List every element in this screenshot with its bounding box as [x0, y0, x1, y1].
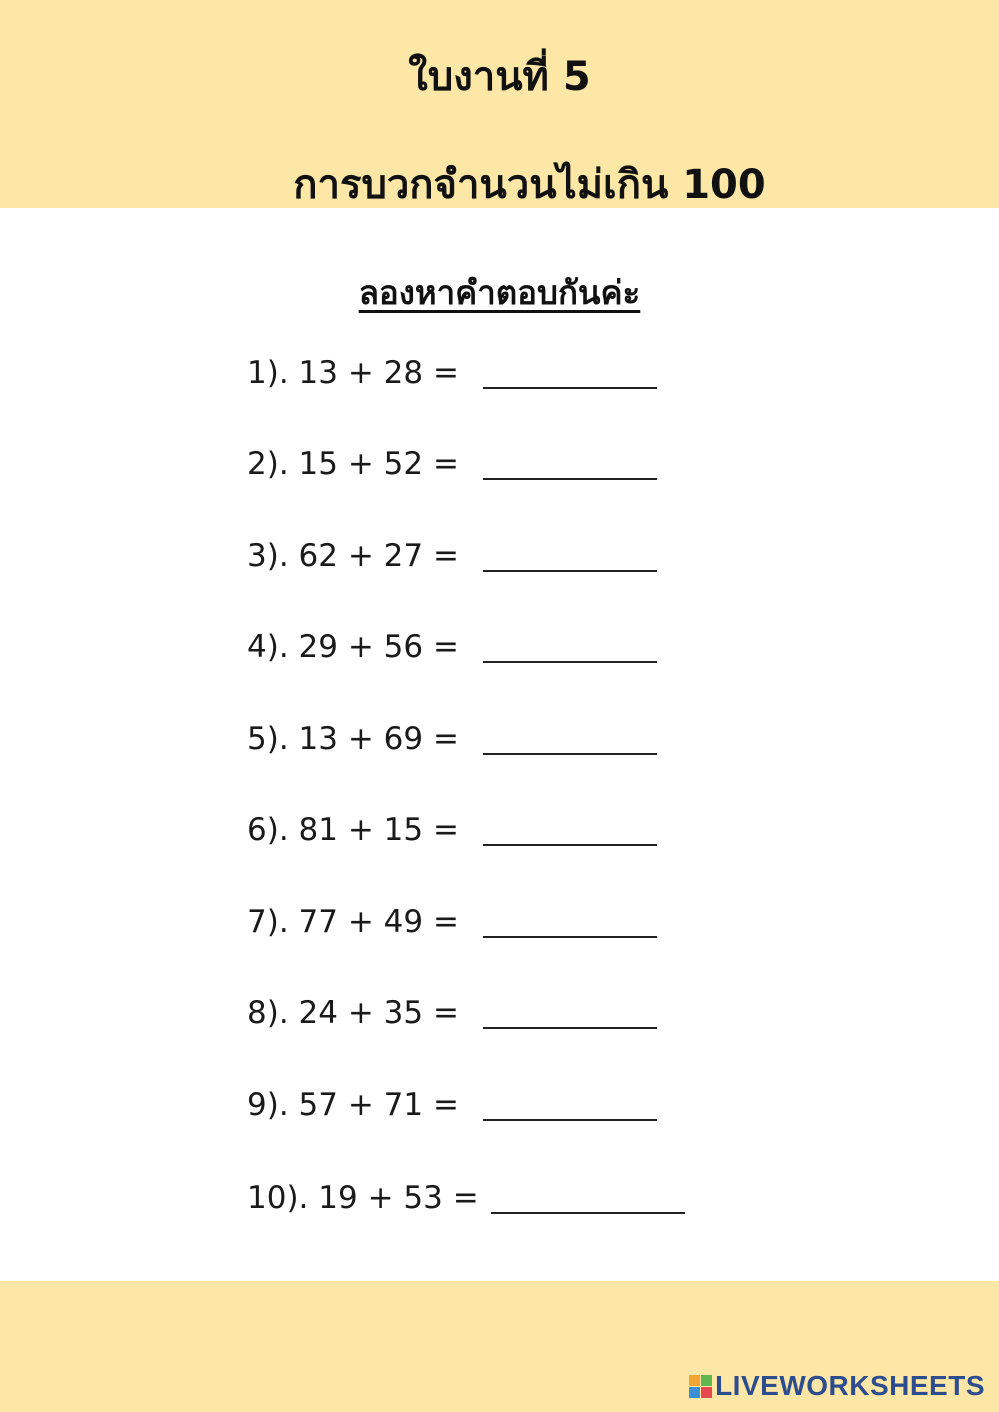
liveworksheets-logo: [689, 1371, 985, 1401]
problem-item: [247, 1175, 685, 1221]
problem-expression: 81 + 15 =: [298, 812, 459, 848]
answer-blank[interactable]: [483, 448, 657, 480]
problem-item: [247, 990, 657, 1036]
problem-number: 1).: [247, 355, 289, 391]
problem-number: 2).: [247, 446, 289, 482]
worksheet-title: ใบงานที่ 5: [408, 54, 591, 100]
problem-number: 3).: [247, 538, 289, 574]
problem-expression: 29 + 56 =: [298, 629, 459, 665]
problem-expression: 13 + 28 =: [298, 355, 459, 391]
answer-blank[interactable]: [483, 357, 657, 389]
problem-number: 7).: [247, 904, 289, 940]
problem-item: [247, 624, 657, 670]
problem-number: 4).: [247, 629, 289, 665]
answer-blank[interactable]: [483, 723, 657, 755]
problem-item: [247, 350, 657, 396]
problem-expression: 19 + 53 =: [318, 1180, 479, 1216]
answer-blank[interactable]: [483, 997, 657, 1029]
answer-blank[interactable]: [491, 1182, 685, 1214]
problem-number: 6).: [247, 812, 289, 848]
problem-item: [247, 899, 657, 945]
problem-item: [247, 533, 657, 579]
problem-expression: 15 + 52 =: [298, 446, 459, 482]
instruction-heading: ลองหาคำตอบกันค่ะ: [358, 273, 641, 312]
answer-blank[interactable]: [483, 906, 657, 938]
answer-blank[interactable]: [483, 1089, 657, 1121]
logo-text: LIVEWORKSHEETS: [715, 1370, 985, 1401]
answer-blank[interactable]: [483, 631, 657, 663]
problem-number: 8).: [247, 995, 289, 1031]
problem-expression: 24 + 35 =: [298, 995, 459, 1031]
logo-mark-icon: [689, 1375, 712, 1398]
problem-expression: 57 + 71 =: [298, 1087, 459, 1123]
problem-number: 5).: [247, 721, 289, 757]
problem-expression: 77 + 49 =: [298, 904, 459, 940]
problem-item: [247, 716, 657, 762]
problem-item: [247, 441, 657, 487]
problem-number: 10).: [247, 1180, 309, 1216]
problem-number: 9).: [247, 1087, 289, 1123]
answer-blank[interactable]: [483, 540, 657, 572]
answer-blank[interactable]: [483, 814, 657, 846]
problem-item: [247, 1082, 657, 1128]
problem-expression: 62 + 27 =: [298, 538, 459, 574]
problem-item: [247, 807, 657, 853]
problem-expression: 13 + 69 =: [298, 721, 459, 757]
worksheet-subtitle: การบวกจำนวนไม่เกิน 100: [293, 162, 766, 208]
